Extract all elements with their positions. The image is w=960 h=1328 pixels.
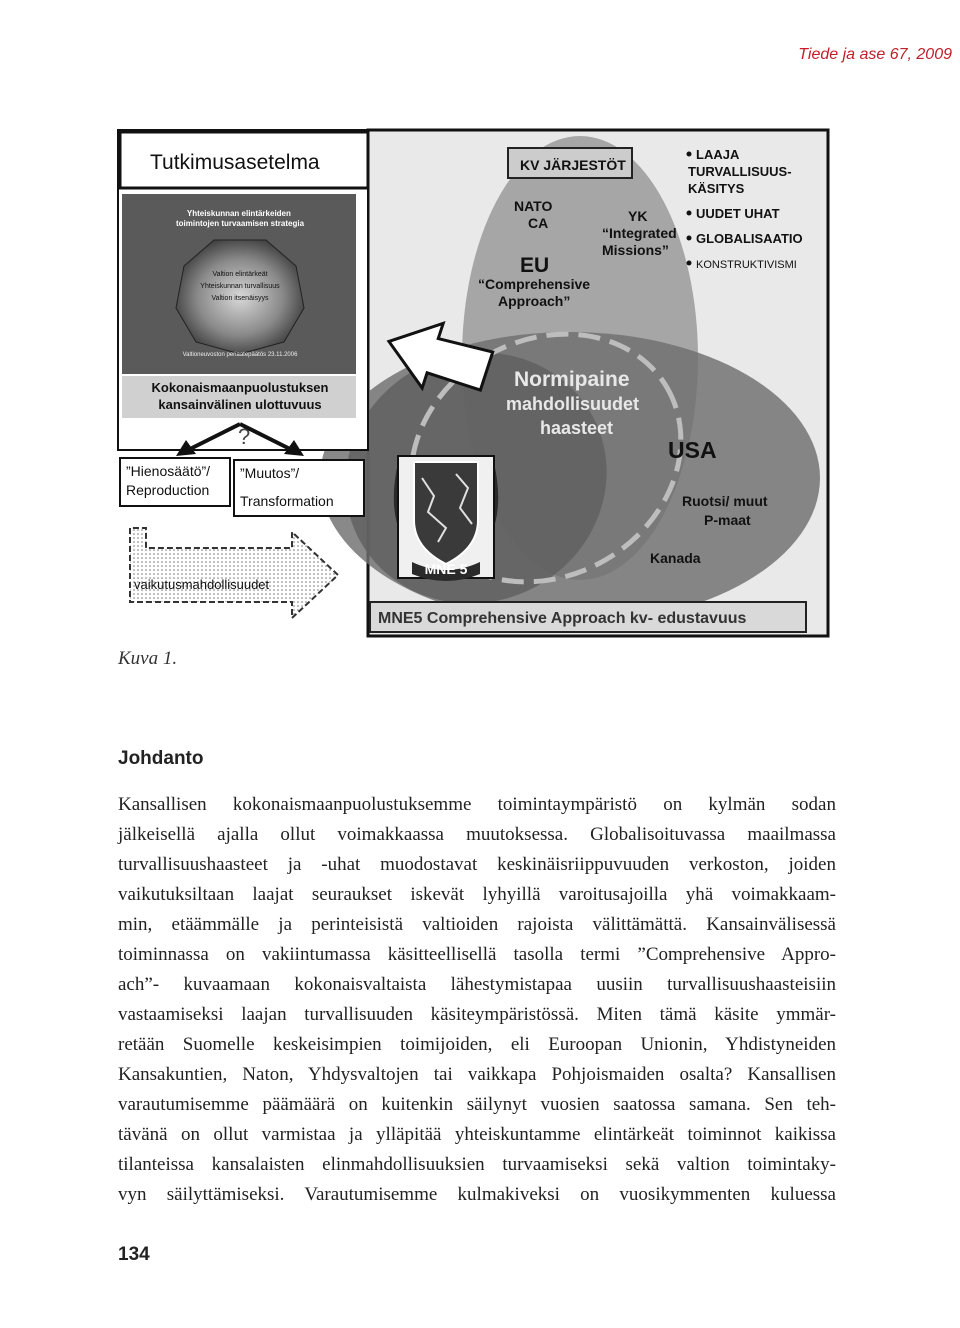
haasteet-label: haasteet	[540, 418, 614, 438]
body-line: tilanteissa kansalaisten elinmahdollisuuksien turvaamiseksi sekä valtion toimintaky-	[118, 1154, 836, 1175]
cover-line-3: Valtion itsenäisyys	[211, 295, 269, 302]
usa-label: USA	[668, 437, 717, 463]
hienosaato-line-1: ”Hienosäätö”/	[126, 463, 211, 479]
approach-label: Approach”	[498, 293, 571, 309]
body-paragraph	[118, 790, 836, 1210]
vaikutus-arrow	[130, 528, 338, 618]
ruotsi-line-2: P-maat	[704, 512, 751, 528]
question-mark: ?	[238, 424, 251, 449]
body-line: toiminnassa on vakiintumassa käsitteellisellä tasolla termi ”Comprehensive Appro-	[118, 944, 836, 965]
nato-label: NATO	[514, 198, 553, 214]
body-line: jälkeisellä ajalla ollut voimakkaassa muutoksessa. Globalisoituvassa maailmassa	[118, 824, 836, 845]
hienosaato-line-2: Reproduction	[126, 482, 210, 498]
mne5-crest-icon	[397, 456, 495, 581]
muutos-line-1: ”Muutos”/	[240, 465, 300, 481]
ruotsi-line-1: Ruotsi/ muut	[682, 493, 768, 509]
body-line: Kansallisen kokonaismaanpuolustuksemme toimintaympäristö on kylmän sodan	[118, 794, 836, 815]
body-line: varautumisemme päämäärä on kuitenkin säilynyt vuosien saatossa samana. Sen teh-	[118, 1094, 836, 1115]
missions-label: Missions”	[602, 242, 669, 258]
kv-jarjestot-label: KV JÄRJESTÖT	[520, 157, 626, 173]
figure-title: Tutkimusasetelma	[150, 151, 320, 174]
strategy-cover-title: Yhteiskunnan elintärkeiden toimintojen turvaamisen strategia	[175, 209, 305, 228]
bullet-kasitys: KÄSITYS	[688, 181, 745, 196]
mahdollisuudet-label: mahdollisuudet	[506, 394, 640, 414]
bullet-turvallisuus: TURVALLISUUS-	[688, 164, 792, 179]
section-heading: Johdanto	[118, 748, 204, 769]
normipaine-label: Normipaine	[514, 368, 630, 391]
page-number: 134	[118, 1244, 150, 1265]
body-line: min, etäämmälle ja perinteisistä valtioiden rajoista välittämättä. Kansainvälisessä	[118, 914, 836, 935]
bullet-konstruktivismi: KONSTRUKTIVISMI	[696, 259, 797, 271]
kokonais-line-1: Kokonaismaanpuolustuksen	[151, 380, 329, 395]
figure-caption: Kuva 1.	[118, 648, 178, 669]
bullet-dot	[687, 152, 692, 157]
body-line: ach”- kuvaamaan kokonaisvaltaista lähestymistapaa uusiin turvallisuushaasteisiin	[118, 974, 836, 995]
mne5-label: MNE 5	[424, 561, 468, 577]
research-design-figure	[116, 128, 832, 640]
comprehensive-label: “Comprehensive	[478, 276, 591, 292]
body-line: vyn säilyttämiseksi. Varautumisemme kulmakiveksi on vuosikymmenten kuluessa	[118, 1184, 836, 1205]
bottom-label: MNE5 Comprehensive Approach kv- edustavuus	[378, 610, 747, 627]
bullet-dot	[687, 236, 692, 241]
kokonais-line-2: kansainvälinen ulottuvuus	[158, 397, 322, 412]
cover-line-1: Valtion elintärkeät	[212, 271, 268, 278]
ca-label: CA	[528, 215, 549, 231]
journal-header: Tiede ja ase 67, 2009	[798, 46, 952, 63]
body-line: tävänä on ollut varmistaa ja ylläpitää yhteiskuntamme elintärkeät toiminnot kaikissa	[118, 1124, 836, 1145]
bullet-uudet-uhat: UUDET UHAT	[696, 206, 780, 221]
muutos-line-2: Transformation	[240, 493, 334, 509]
body-line: vaikutuksiltaan laajat seuraukset iskevät lyhyillä varoitusajoilla yhä voimakkaam-	[118, 884, 836, 905]
body-line: retään Suomelle keskeisimpien toimijoiden, eli Euroopan Unionin, Yhdistyneiden	[118, 1034, 836, 1055]
cover-line-2: Yhteiskunnan turvallisuus	[200, 283, 280, 290]
bullet-dot	[687, 261, 692, 266]
eu-label: EU	[520, 254, 550, 277]
body-line: Kansakuntien, Naton, Yhdysvaltojen tai vaikkapa Pohjoismaiden osalta? Kansallisen	[118, 1064, 836, 1085]
yk-label: YK	[628, 208, 648, 224]
bullet-globalisaatio: GLOBALISAATIO	[696, 231, 803, 246]
vaikutus-label: vaikutusmahdollisuudet	[134, 577, 270, 592]
kanada-label: Kanada	[650, 550, 701, 566]
bullet-dot	[687, 211, 692, 216]
body-line: vastaamiseksi laajan turvallisuuden käsiteympäristössä. Miten tämä käsite ymmär-	[118, 1004, 836, 1025]
cover-footer: Valtioneuvoston periaatepäätös 23.11.2006	[182, 352, 298, 358]
body-line: turvallisuushaasteet ja -uhat muodostavat keskinäisriippuvuuden verkoston, joiden	[118, 854, 836, 875]
integrated-label: “Integrated	[602, 225, 677, 241]
bullet-laaja: LAAJA	[696, 147, 740, 162]
figure-diagram	[116, 128, 832, 640]
